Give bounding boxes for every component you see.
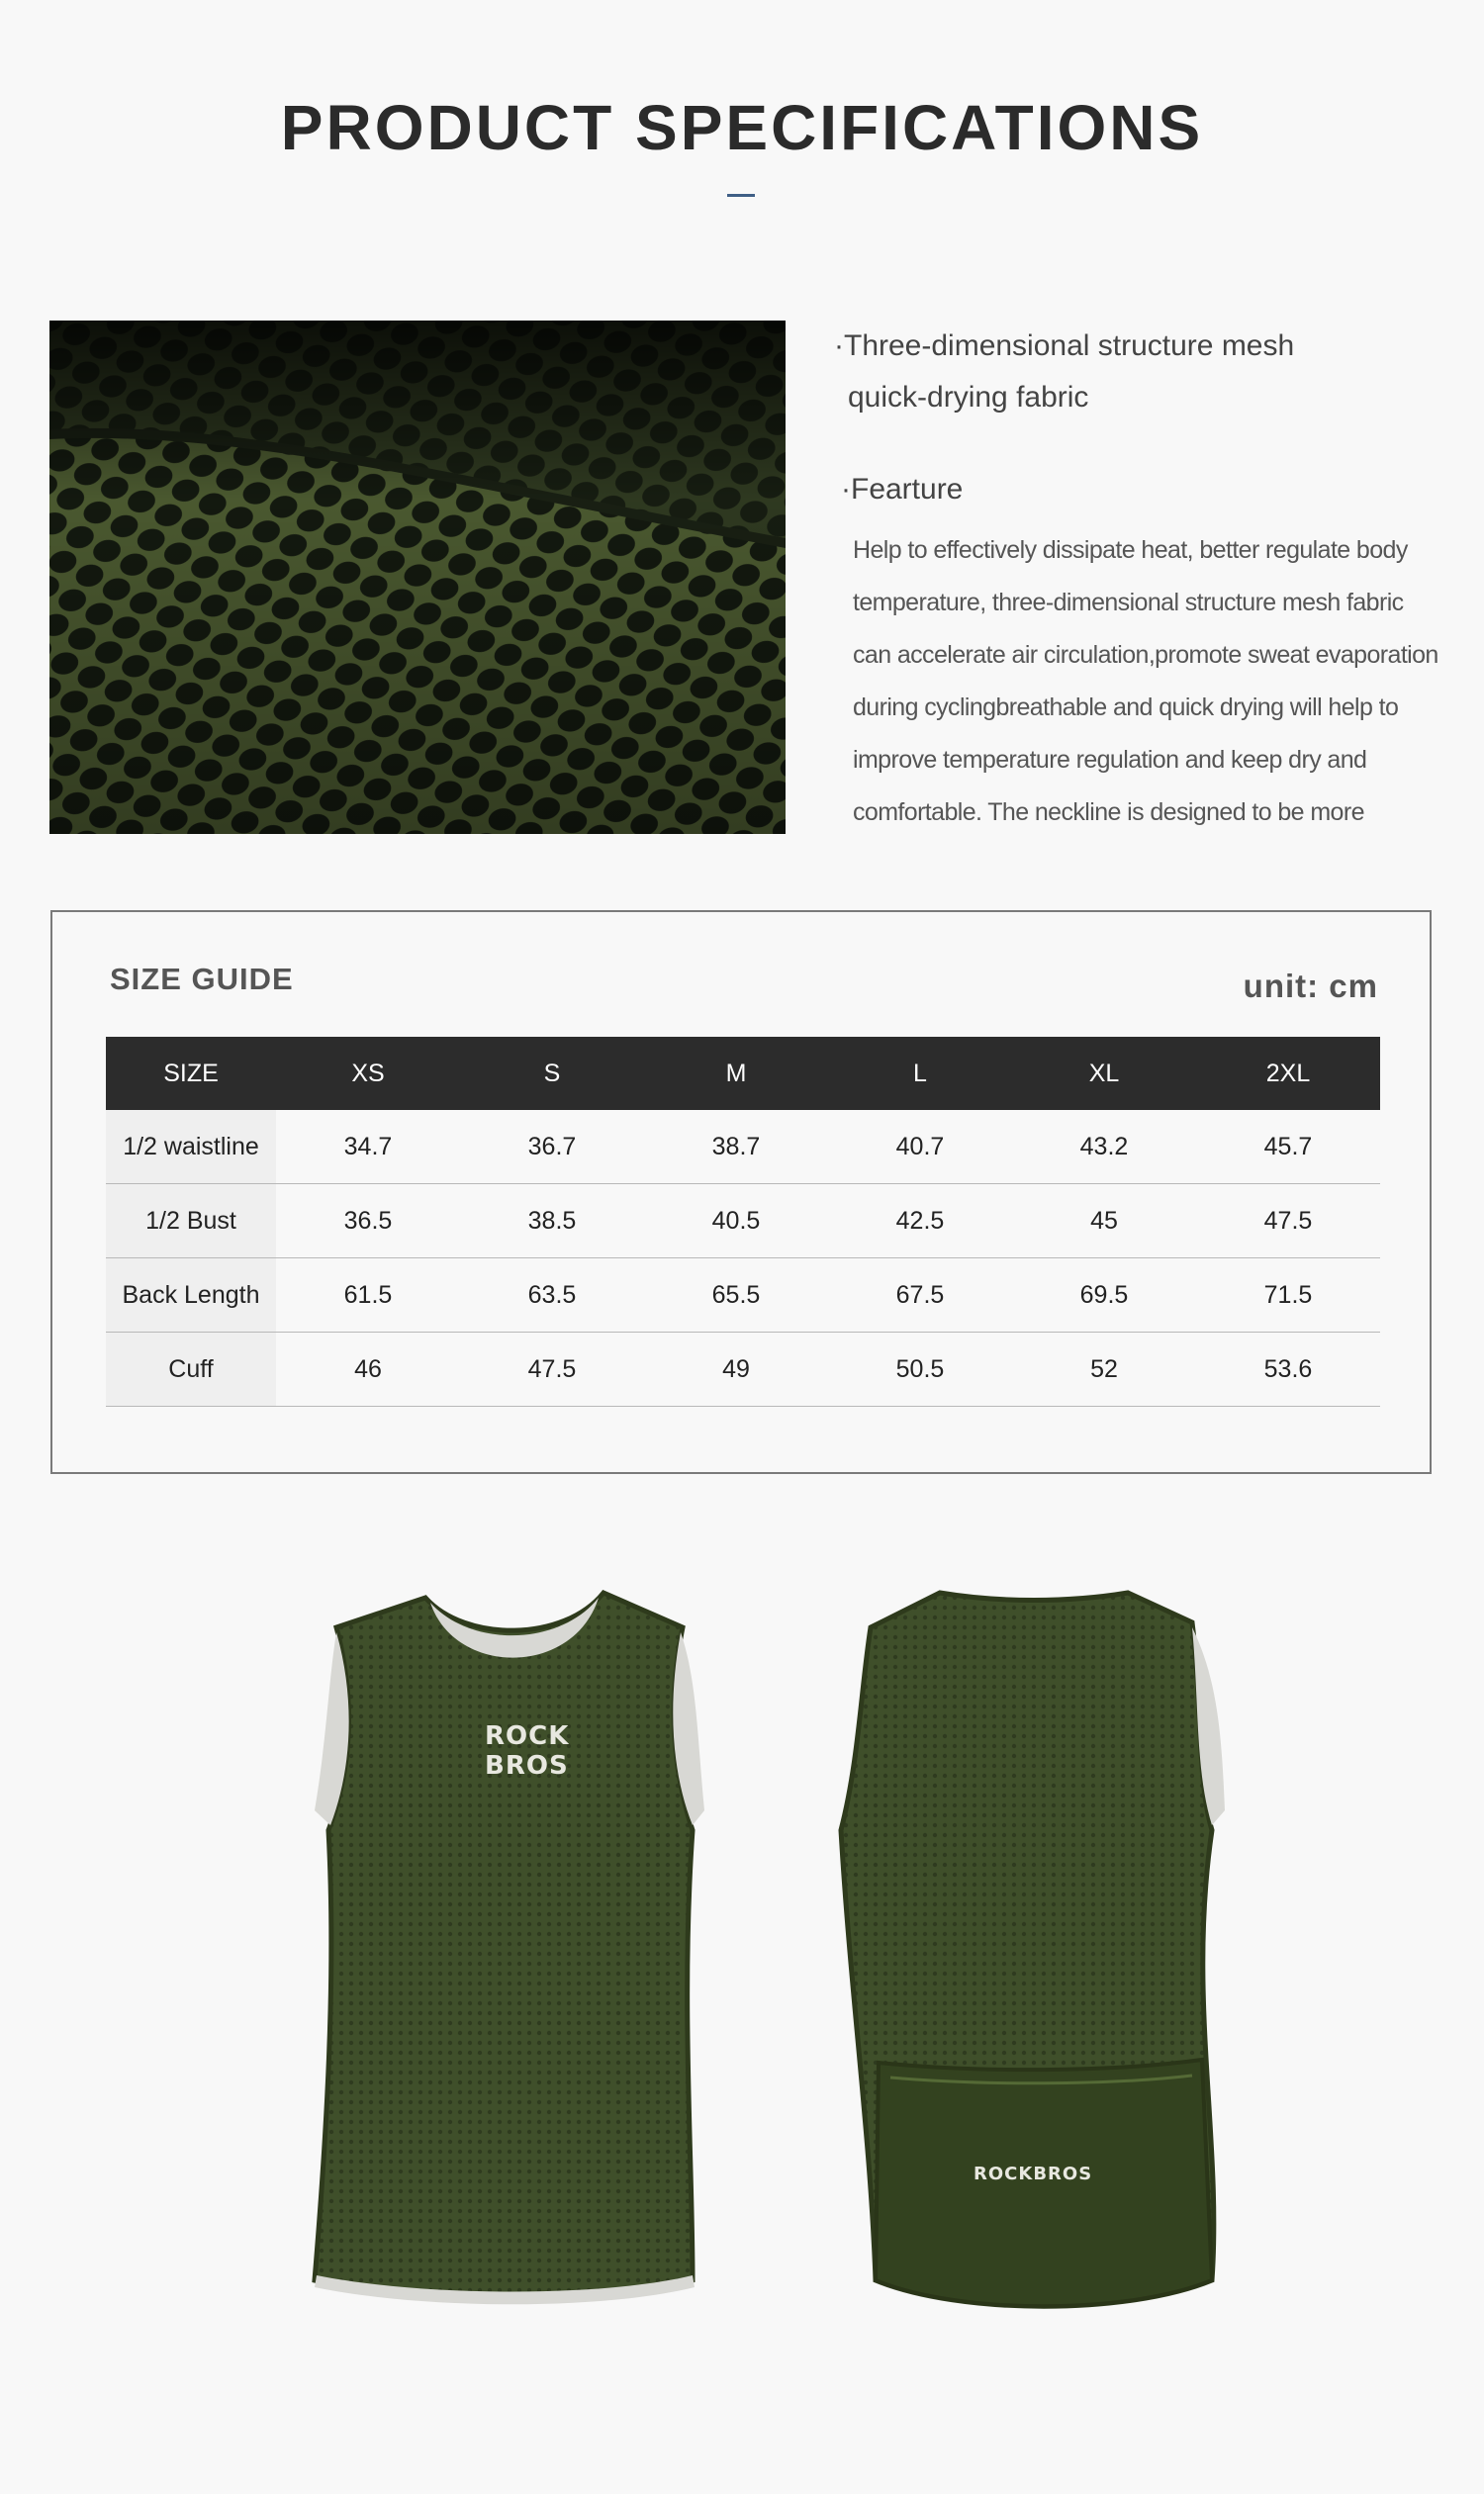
table-row: [106, 1258, 1380, 1333]
header-size: SIZE: [106, 1037, 276, 1110]
page-title: PRODUCT SPECIFICATIONS: [280, 92, 1204, 163]
size-table: [106, 1037, 1380, 1407]
size-guide-title: SIZE GUIDE: [110, 962, 294, 996]
table-cell: 36.7: [460, 1110, 644, 1184]
table-cell: 47.5: [460, 1333, 644, 1407]
row-label: 1/2 Bust: [106, 1184, 276, 1258]
mesh-fabric-photo: [49, 321, 786, 834]
feature-line: temperature, three-dimensional structure mesh fabric: [853, 589, 1404, 616]
header-xs: XS: [276, 1037, 460, 1110]
table-cell: 53.6: [1196, 1333, 1380, 1407]
table-cell: 45: [1012, 1184, 1196, 1258]
table-cell: 38.7: [644, 1110, 828, 1184]
header-l: L: [828, 1037, 1012, 1110]
header-xl: XL: [1012, 1037, 1196, 1110]
front-logo: [485, 1721, 570, 1781]
size-table-header: [106, 1037, 1380, 1110]
table-row: [106, 1184, 1380, 1258]
table-cell: 40.5: [644, 1184, 828, 1258]
table-cell: 67.5: [828, 1258, 1012, 1333]
feature-heading-line2: quick-drying fabric: [848, 381, 1089, 414]
row-label: 1/2 waistline: [106, 1110, 276, 1184]
front-logo-line1: ROCK: [485, 1721, 570, 1751]
row-label: Back Length: [106, 1258, 276, 1333]
table-cell: 52: [1012, 1333, 1196, 1407]
table-cell: 45.7: [1196, 1110, 1380, 1184]
table-cell: 63.5: [460, 1258, 644, 1333]
table-cell: 49: [644, 1333, 828, 1407]
table-cell: 69.5: [1012, 1258, 1196, 1333]
feature-line: comfortable. The neckline is designed to be more: [853, 798, 1364, 826]
title-underline: [727, 194, 755, 197]
vest-front-image: [307, 1583, 722, 2335]
back-logo: ROCKBROS: [974, 2164, 1093, 2184]
row-label: Cuff: [106, 1333, 276, 1407]
table-cell: 61.5: [276, 1258, 460, 1333]
table-cell: 42.5: [828, 1184, 1012, 1258]
feature-line: Help to effectively dissipate heat, better regulate body: [853, 536, 1408, 564]
table-cell: 46: [276, 1333, 460, 1407]
feature-description: [853, 524, 1456, 839]
size-guide-unit: unit: cm: [1243, 968, 1378, 1004]
table-cell: 40.7: [828, 1110, 1012, 1184]
front-logo-line2: BROS: [485, 1751, 569, 1781]
table-cell: 36.5: [276, 1184, 460, 1258]
feature-line: improve temperature regulation and keep dry and: [853, 746, 1367, 774]
table-cell: 47.5: [1196, 1184, 1380, 1258]
feature-heading-line1: ·Three-dimensional structure mesh: [834, 329, 1295, 362]
table-row: [106, 1333, 1380, 1407]
table-row: [106, 1110, 1380, 1184]
header-2xl: 2XL: [1196, 1037, 1380, 1110]
table-cell: 34.7: [276, 1110, 460, 1184]
size-guide-panel: [50, 910, 1432, 1474]
feature-line: can accelerate air circulation,promote sweat evaporation: [853, 641, 1438, 669]
vest-back-shape: [831, 1583, 1247, 2335]
table-cell: 50.5: [828, 1333, 1012, 1407]
table-cell: 65.5: [644, 1258, 828, 1333]
table-cell: 43.2: [1012, 1110, 1196, 1184]
feature-heading: [834, 321, 1447, 423]
feature-line: during cyclingbreathable and quick drying will help to: [853, 693, 1399, 721]
table-cell: 71.5: [1196, 1258, 1380, 1333]
table-cell: 38.5: [460, 1184, 644, 1258]
header-s: S: [460, 1037, 644, 1110]
vest-front-shape: [307, 1583, 722, 2335]
vest-back-image: [831, 1583, 1247, 2335]
header-m: M: [644, 1037, 828, 1110]
feature-label: ·Fearture: [841, 473, 964, 506]
